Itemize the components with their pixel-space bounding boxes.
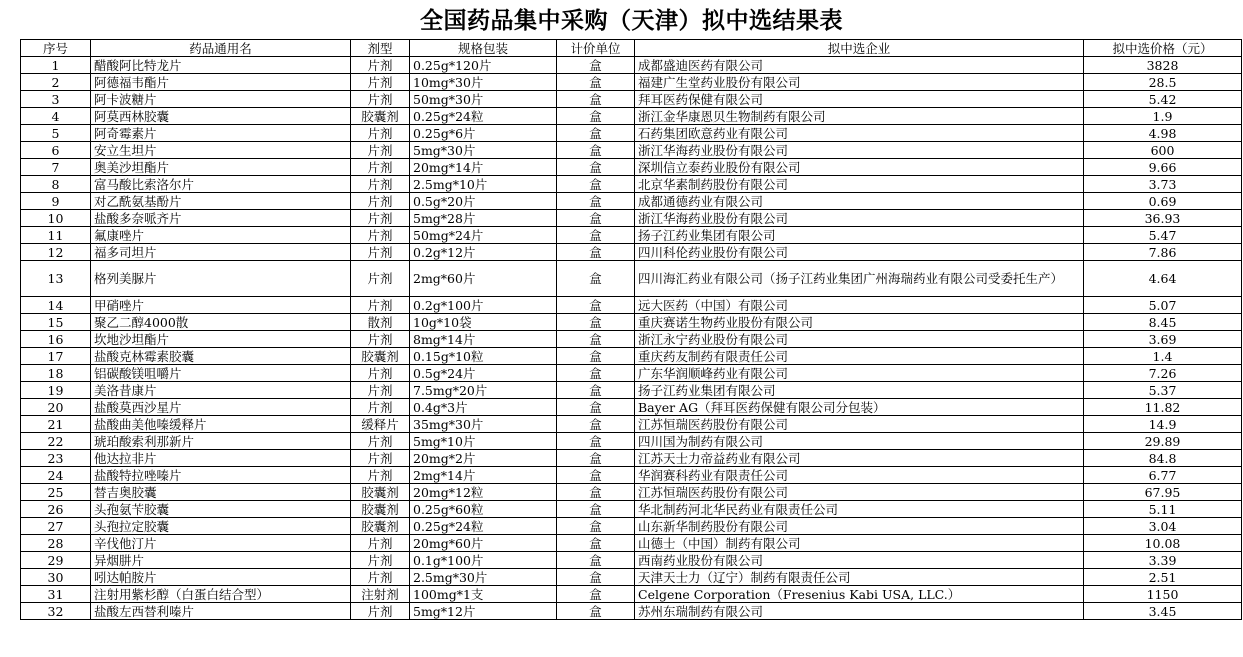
- cell-dosage-form: 胶囊剂: [351, 484, 410, 501]
- cell-drug-name: 阿奇霉素片: [91, 125, 351, 142]
- cell-price: 1150: [1084, 586, 1242, 603]
- table-row: [21, 467, 1242, 484]
- cell-dosage-form: 片剂: [351, 261, 410, 297]
- cell-pricing-unit: 盒: [557, 484, 635, 501]
- cell-company: 重庆药友制药有限责任公司: [635, 348, 1084, 365]
- cell-pricing-unit: 盒: [557, 159, 635, 176]
- table-row: [21, 518, 1242, 535]
- cell-company: 江苏恒瑞医药股份有限公司: [635, 416, 1084, 433]
- cell-index: 15: [21, 314, 91, 331]
- cell-dosage-form: 片剂: [351, 552, 410, 569]
- cell-price: 0.69: [1084, 193, 1242, 210]
- table-row: [21, 193, 1242, 210]
- cell-company: 远大医药（中国）有限公司: [635, 297, 1084, 314]
- cell-price: 11.82: [1084, 399, 1242, 416]
- cell-specification: 0.2g*12片: [410, 244, 557, 261]
- cell-dosage-form: 缓释片: [351, 416, 410, 433]
- cell-dosage-form: 片剂: [351, 535, 410, 552]
- cell-dosage-form: 散剂: [351, 314, 410, 331]
- cell-specification: 5mg*30片: [410, 142, 557, 159]
- cell-dosage-form: 注射剂: [351, 586, 410, 603]
- cell-index: 19: [21, 382, 91, 399]
- cell-pricing-unit: 盒: [557, 314, 635, 331]
- cell-price: 67.95: [1084, 484, 1242, 501]
- cell-index: 32: [21, 603, 91, 620]
- cell-dosage-form: 胶囊剂: [351, 501, 410, 518]
- table-row: [21, 450, 1242, 467]
- header-price: 拟中选价格（元）: [1084, 40, 1242, 57]
- cell-specification: 20mg*2片: [410, 450, 557, 467]
- cell-price: 5.42: [1084, 91, 1242, 108]
- cell-index: 30: [21, 569, 91, 586]
- cell-company: 北京华素制药股份有限公司: [635, 176, 1084, 193]
- cell-drug-name: 阿莫西林胶囊: [91, 108, 351, 125]
- cell-price: 600: [1084, 142, 1242, 159]
- cell-price: 4.98: [1084, 125, 1242, 142]
- cell-drug-name: 醋酸阿比特龙片: [91, 57, 351, 74]
- cell-pricing-unit: 盒: [557, 297, 635, 314]
- cell-index: 28: [21, 535, 91, 552]
- cell-index: 12: [21, 244, 91, 261]
- cell-dosage-form: 片剂: [351, 193, 410, 210]
- cell-dosage-form: 片剂: [351, 125, 410, 142]
- header-drug-name: 药品通用名: [91, 40, 351, 57]
- cell-company: 四川海汇药业有限公司（扬子江药业集团广州海瑞药业有限公司受委托生产）: [635, 261, 1084, 297]
- cell-dosage-form: 胶囊剂: [351, 108, 410, 125]
- header-specification: 规格包装: [410, 40, 557, 57]
- cell-company: 广东华润顺峰药业有限公司: [635, 365, 1084, 382]
- cell-specification: 0.25g*6片: [410, 125, 557, 142]
- table-row: [21, 159, 1242, 176]
- cell-specification: 0.2g*100片: [410, 297, 557, 314]
- cell-drug-name: 异烟肼片: [91, 552, 351, 569]
- cell-index: 2: [21, 74, 91, 91]
- table-row: [21, 244, 1242, 261]
- table-row: [21, 108, 1242, 125]
- cell-price: 3.69: [1084, 331, 1242, 348]
- cell-dosage-form: 片剂: [351, 210, 410, 227]
- cell-company: 江苏天士力帝益药业有限公司: [635, 450, 1084, 467]
- cell-pricing-unit: 盒: [557, 210, 635, 227]
- cell-pricing-unit: 盒: [557, 348, 635, 365]
- cell-company: 四川国为制药有限公司: [635, 433, 1084, 450]
- cell-price: 84.8: [1084, 450, 1242, 467]
- cell-price: 10.08: [1084, 535, 1242, 552]
- table-row: [21, 176, 1242, 193]
- cell-drug-name: 盐酸克林霉素胶囊: [91, 348, 351, 365]
- cell-price: 3.73: [1084, 176, 1242, 193]
- cell-drug-name: 盐酸莫西沙星片: [91, 399, 351, 416]
- cell-company: 华润赛科药业有限责任公司: [635, 467, 1084, 484]
- cell-drug-name: 盐酸多奈哌齐片: [91, 210, 351, 227]
- cell-pricing-unit: 盒: [557, 108, 635, 125]
- cell-dosage-form: 片剂: [351, 603, 410, 620]
- cell-index: 14: [21, 297, 91, 314]
- cell-price: 6.77: [1084, 467, 1242, 484]
- cell-company: 苏州东瑞制药有限公司: [635, 603, 1084, 620]
- cell-specification: 7.5mg*20片: [410, 382, 557, 399]
- cell-index: 31: [21, 586, 91, 603]
- cell-price: 5.11: [1084, 501, 1242, 518]
- table-body: [21, 57, 1242, 620]
- cell-drug-name: 替吉奥胶囊: [91, 484, 351, 501]
- cell-drug-name: 他达拉非片: [91, 450, 351, 467]
- cell-index: 29: [21, 552, 91, 569]
- cell-dosage-form: 片剂: [351, 433, 410, 450]
- cell-dosage-form: 片剂: [351, 450, 410, 467]
- table-row: [21, 399, 1242, 416]
- cell-company: 浙江永宁药业股份有限公司: [635, 331, 1084, 348]
- cell-index: 5: [21, 125, 91, 142]
- cell-company: 浙江华海药业股份有限公司: [635, 210, 1084, 227]
- cell-drug-name: 富马酸比索洛尔片: [91, 176, 351, 193]
- cell-drug-name: 对乙酰氨基酚片: [91, 193, 351, 210]
- cell-specification: 20mg*14片: [410, 159, 557, 176]
- header-dosage-form: 剂型: [351, 40, 410, 57]
- cell-pricing-unit: 盒: [557, 142, 635, 159]
- table-row: [21, 433, 1242, 450]
- cell-drug-name: 盐酸左西替利嗪片: [91, 603, 351, 620]
- cell-pricing-unit: 盒: [557, 91, 635, 108]
- cell-specification: 0.25g*24粒: [410, 108, 557, 125]
- cell-company: 山德士（中国）制药有限公司: [635, 535, 1084, 552]
- cell-pricing-unit: 盒: [557, 450, 635, 467]
- cell-index: 16: [21, 331, 91, 348]
- cell-pricing-unit: 盒: [557, 365, 635, 382]
- cell-drug-name: 氟康唑片: [91, 227, 351, 244]
- cell-price: 1.9: [1084, 108, 1242, 125]
- cell-company: 扬子江药业集团有限公司: [635, 227, 1084, 244]
- cell-company: 重庆赛诺生物药业股份有限公司: [635, 314, 1084, 331]
- cell-index: 6: [21, 142, 91, 159]
- cell-company: 天津天士力（辽宁）制药有限责任公司: [635, 569, 1084, 586]
- cell-index: 13: [21, 261, 91, 297]
- cell-index: 22: [21, 433, 91, 450]
- cell-pricing-unit: 盒: [557, 501, 635, 518]
- cell-pricing-unit: 盒: [557, 399, 635, 416]
- cell-index: 3: [21, 91, 91, 108]
- cell-dosage-form: 胶囊剂: [351, 518, 410, 535]
- cell-price: 3.45: [1084, 603, 1242, 620]
- cell-drug-name: 注射用紫杉醇（白蛋白结合型）: [91, 586, 351, 603]
- cell-pricing-unit: 盒: [557, 382, 635, 399]
- header-index: 序号: [21, 40, 91, 57]
- table-row: [21, 74, 1242, 91]
- cell-company: 江苏恒瑞医药股份有限公司: [635, 484, 1084, 501]
- cell-company: Celgene Corporation（Fresenius Kabi USA, LLC.）: [635, 586, 1084, 603]
- cell-index: 21: [21, 416, 91, 433]
- cell-specification: 10g*10袋: [410, 314, 557, 331]
- table-row: [21, 569, 1242, 586]
- table-row: [21, 484, 1242, 501]
- cell-dosage-form: 片剂: [351, 365, 410, 382]
- table-row: [21, 416, 1242, 433]
- table-row: [21, 261, 1242, 297]
- cell-pricing-unit: 盒: [557, 227, 635, 244]
- cell-pricing-unit: 盒: [557, 535, 635, 552]
- table-row: [21, 331, 1242, 348]
- cell-pricing-unit: 盒: [557, 416, 635, 433]
- cell-price: 28.5: [1084, 74, 1242, 91]
- cell-price: 36.93: [1084, 210, 1242, 227]
- table-row: [21, 586, 1242, 603]
- cell-price: 14.9: [1084, 416, 1242, 433]
- cell-pricing-unit: 盒: [557, 433, 635, 450]
- cell-specification: 0.15g*10粒: [410, 348, 557, 365]
- table-header-row: [21, 40, 1242, 57]
- header-pricing-unit: 计价单位: [557, 40, 635, 57]
- cell-pricing-unit: 盒: [557, 57, 635, 74]
- cell-specification: 0.1g*100片: [410, 552, 557, 569]
- cell-price: 5.37: [1084, 382, 1242, 399]
- cell-specification: 20mg*60片: [410, 535, 557, 552]
- cell-index: 17: [21, 348, 91, 365]
- table-row: [21, 365, 1242, 382]
- cell-company: 福建广生堂药业股份有限公司: [635, 74, 1084, 91]
- cell-specification: 0.5g*24片: [410, 365, 557, 382]
- cell-index: 1: [21, 57, 91, 74]
- table-row: [21, 501, 1242, 518]
- cell-price: 5.47: [1084, 227, 1242, 244]
- cell-pricing-unit: 盒: [557, 518, 635, 535]
- cell-specification: 0.25g*24粒: [410, 518, 557, 535]
- cell-drug-name: 阿德福韦酯片: [91, 74, 351, 91]
- cell-dosage-form: 片剂: [351, 142, 410, 159]
- cell-company: 华北制药河北华民药业有限责任公司: [635, 501, 1084, 518]
- cell-dosage-form: 胶囊剂: [351, 348, 410, 365]
- cell-index: 26: [21, 501, 91, 518]
- cell-price: 8.45: [1084, 314, 1242, 331]
- cell-specification: 8mg*14片: [410, 331, 557, 348]
- cell-dosage-form: 片剂: [351, 244, 410, 261]
- cell-specification: 2.5mg*30片: [410, 569, 557, 586]
- cell-pricing-unit: 盒: [557, 176, 635, 193]
- cell-price: 3.04: [1084, 518, 1242, 535]
- cell-drug-name: 格列美脲片: [91, 261, 351, 297]
- cell-dosage-form: 片剂: [351, 227, 410, 244]
- cell-pricing-unit: 盒: [557, 603, 635, 620]
- cell-drug-name: 辛伐他汀片: [91, 535, 351, 552]
- cell-drug-name: 甲硝唑片: [91, 297, 351, 314]
- cell-pricing-unit: 盒: [557, 261, 635, 297]
- cell-price: 7.86: [1084, 244, 1242, 261]
- table-row: [21, 210, 1242, 227]
- cell-specification: 100mg*1支: [410, 586, 557, 603]
- cell-price: 5.07: [1084, 297, 1242, 314]
- cell-index: 11: [21, 227, 91, 244]
- cell-company: 西南药业股份有限公司: [635, 552, 1084, 569]
- cell-index: 10: [21, 210, 91, 227]
- cell-specification: 2mg*14片: [410, 467, 557, 484]
- cell-specification: 0.5g*20片: [410, 193, 557, 210]
- cell-price: 1.4: [1084, 348, 1242, 365]
- cell-company: 浙江金华康恩贝生物制药有限公司: [635, 108, 1084, 125]
- cell-dosage-form: 片剂: [351, 57, 410, 74]
- cell-drug-name: 琥珀酸索利那新片: [91, 433, 351, 450]
- cell-company: 四川科伦药业股份有限公司: [635, 244, 1084, 261]
- cell-company: 扬子江药业集团有限公司: [635, 382, 1084, 399]
- header-company: 拟中选企业: [635, 40, 1084, 57]
- cell-drug-name: 铝碳酸镁咀嚼片: [91, 365, 351, 382]
- cell-price: 4.64: [1084, 261, 1242, 297]
- table-row: [21, 314, 1242, 331]
- cell-pricing-unit: 盒: [557, 331, 635, 348]
- cell-dosage-form: 片剂: [351, 176, 410, 193]
- cell-price: 7.26: [1084, 365, 1242, 382]
- cell-pricing-unit: 盒: [557, 244, 635, 261]
- table-row: [21, 125, 1242, 142]
- cell-company: 成都盛迪医药有限公司: [635, 57, 1084, 74]
- cell-specification: 0.4g*3片: [410, 399, 557, 416]
- cell-index: 7: [21, 159, 91, 176]
- cell-dosage-form: 片剂: [351, 569, 410, 586]
- cell-dosage-form: 片剂: [351, 399, 410, 416]
- cell-pricing-unit: 盒: [557, 74, 635, 91]
- page-title: 全国药品集中采购（天津）拟中选结果表: [420, 8, 843, 34]
- cell-drug-name: 吲达帕胺片: [91, 569, 351, 586]
- table-row: [21, 297, 1242, 314]
- cell-index: 23: [21, 450, 91, 467]
- cell-company: 石药集团欧意药业有限公司: [635, 125, 1084, 142]
- cell-pricing-unit: 盒: [557, 569, 635, 586]
- cell-specification: 5mg*12片: [410, 603, 557, 620]
- cell-dosage-form: 片剂: [351, 331, 410, 348]
- cell-company: 浙江华海药业股份有限公司: [635, 142, 1084, 159]
- cell-drug-name: 聚乙二醇4000散: [91, 314, 351, 331]
- cell-pricing-unit: 盒: [557, 552, 635, 569]
- cell-specification: 5mg*28片: [410, 210, 557, 227]
- cell-index: 24: [21, 467, 91, 484]
- cell-index: 4: [21, 108, 91, 125]
- cell-price: 2.51: [1084, 569, 1242, 586]
- cell-company: 山东新华制药股份有限公司: [635, 518, 1084, 535]
- cell-specification: 50mg*30片: [410, 91, 557, 108]
- cell-dosage-form: 片剂: [351, 297, 410, 314]
- cell-company: 拜耳医药保健有限公司: [635, 91, 1084, 108]
- cell-index: 20: [21, 399, 91, 416]
- cell-specification: 0.25g*120片: [410, 57, 557, 74]
- cell-specification: 35mg*30片: [410, 416, 557, 433]
- cell-pricing-unit: 盒: [557, 586, 635, 603]
- table-row: [21, 382, 1242, 399]
- table-row: [21, 142, 1242, 159]
- cell-company: Bayer AG（拜耳医药保健有限公司分包装）: [635, 399, 1084, 416]
- cell-pricing-unit: 盒: [557, 125, 635, 142]
- table-row: [21, 227, 1242, 244]
- cell-company: 深圳信立泰药业股份有限公司: [635, 159, 1084, 176]
- cell-specification: 20mg*12粒: [410, 484, 557, 501]
- table-row: [21, 57, 1242, 74]
- cell-drug-name: 美洛昔康片: [91, 382, 351, 399]
- cell-pricing-unit: 盒: [557, 193, 635, 210]
- table-row: [21, 535, 1242, 552]
- table-row: [21, 91, 1242, 108]
- cell-dosage-form: 片剂: [351, 91, 410, 108]
- cell-drug-name: 福多司坦片: [91, 244, 351, 261]
- cell-price: 3828: [1084, 57, 1242, 74]
- cell-company: 成都通德药业有限公司: [635, 193, 1084, 210]
- cell-drug-name: 头孢氨苄胶囊: [91, 501, 351, 518]
- cell-specification: 10mg*30片: [410, 74, 557, 91]
- cell-price: 29.89: [1084, 433, 1242, 450]
- cell-index: 8: [21, 176, 91, 193]
- cell-specification: 5mg*10片: [410, 433, 557, 450]
- cell-drug-name: 坎地沙坦酯片: [91, 331, 351, 348]
- procurement-results-table: [20, 39, 1242, 620]
- cell-pricing-unit: 盒: [557, 467, 635, 484]
- table-row: [21, 348, 1242, 365]
- cell-index: 25: [21, 484, 91, 501]
- cell-drug-name: 头孢拉定胶囊: [91, 518, 351, 535]
- cell-drug-name: 阿卡波糖片: [91, 91, 351, 108]
- cell-drug-name: 盐酸特拉唑嗪片: [91, 467, 351, 484]
- cell-dosage-form: 片剂: [351, 382, 410, 399]
- cell-dosage-form: 片剂: [351, 467, 410, 484]
- cell-specification: 0.25g*60粒: [410, 501, 557, 518]
- cell-dosage-form: 片剂: [351, 159, 410, 176]
- cell-specification: 50mg*24片: [410, 227, 557, 244]
- cell-dosage-form: 片剂: [351, 74, 410, 91]
- cell-drug-name: 盐酸曲美他嗪缓释片: [91, 416, 351, 433]
- cell-index: 18: [21, 365, 91, 382]
- table-row: [21, 552, 1242, 569]
- cell-specification: 2.5mg*10片: [410, 176, 557, 193]
- table-row: [21, 603, 1242, 620]
- cell-specification: 2mg*60片: [410, 261, 557, 297]
- cell-index: 9: [21, 193, 91, 210]
- cell-index: 27: [21, 518, 91, 535]
- cell-drug-name: 安立生坦片: [91, 142, 351, 159]
- cell-drug-name: 奥美沙坦酯片: [91, 159, 351, 176]
- cell-price: 3.39: [1084, 552, 1242, 569]
- cell-price: 9.66: [1084, 159, 1242, 176]
